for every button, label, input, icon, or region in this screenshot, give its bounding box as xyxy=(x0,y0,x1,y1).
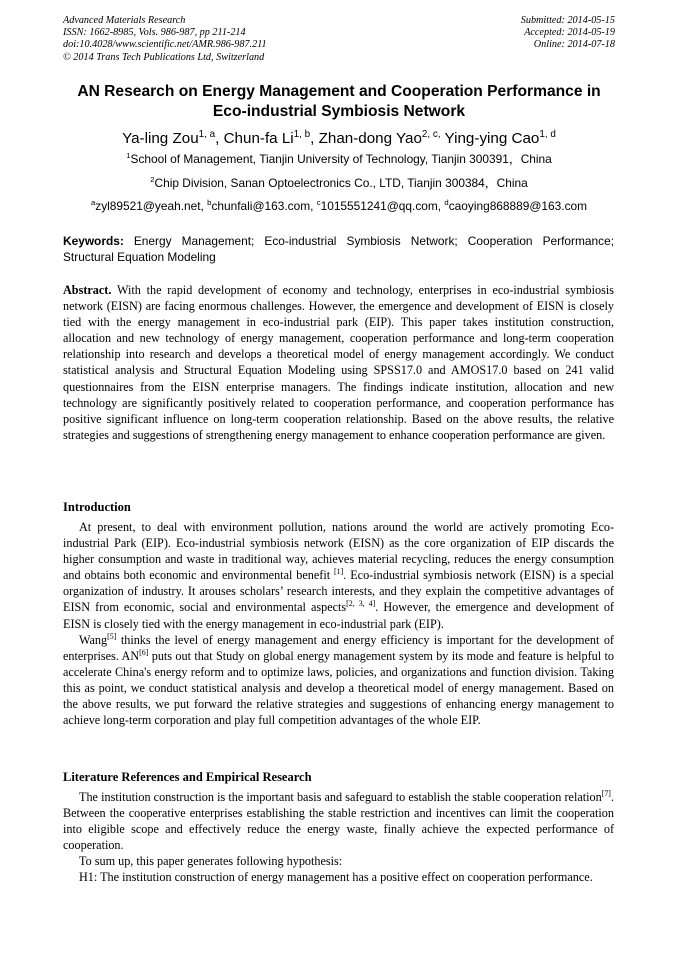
affiliation-sup: 2 xyxy=(150,175,155,185)
citation[interactable]: [6] xyxy=(139,647,149,657)
issn-line: ISSN: 1662-8985, Vols. 986-987, pp 211-214 xyxy=(63,27,246,39)
paragraph xyxy=(63,519,614,632)
keywords-text: Energy Management; Eco-industrial Symbiosis Network; Cooperation Performance; Structural Equation Modeling xyxy=(63,234,614,265)
text-run: thinks the level of energy management and energy efficiency is important for the development of enterprises. AN xyxy=(63,632,614,663)
email-sup: b xyxy=(207,198,212,208)
introduction-body xyxy=(63,519,614,728)
keywords xyxy=(63,233,614,265)
text-run: . Between the cooperative enterprises establishing the stable restriction and incentives can limit the cooperation into eligible scope and effectively reduce the energy waste, finally achieve the expected performance of cooperation. xyxy=(63,790,614,853)
affiliation-text: School of Management, Tianjin University of Technology, Tianjin 300391，China xyxy=(130,152,552,166)
paper-title xyxy=(40,82,638,122)
author-sup: 1, a xyxy=(198,128,216,140)
submitted-date: Submitted: 2014-05-15 xyxy=(520,15,615,26)
citation[interactable]: [1] xyxy=(334,567,344,577)
doi-line: doi:10.4028/www.scientific.net/AMR.986-987.211 xyxy=(63,39,267,51)
dates-info xyxy=(521,15,615,52)
paragraph xyxy=(63,632,614,729)
keywords-label: Keywords: xyxy=(63,234,124,248)
email-list xyxy=(20,199,658,213)
affiliation-1 xyxy=(20,152,658,166)
section-heading-introduction: Introduction xyxy=(63,500,131,514)
text-run: puts out that Study on global energy management system by its mode and feature is helpful to accelerate China's energy reform and to optimize laws, policies, and organizations and function division. Taking this as point, we conduct statistical analysis and develop a theoretical model of energy management. Based on the above results, we put forward the relative strategies and suggestions of enhancing energy management to achieve long-term corporation and play full competition advantages of the whole EIP. xyxy=(63,648,614,728)
affiliation-2 xyxy=(20,176,658,190)
author-name: Ya-ling Zou xyxy=(122,130,199,147)
section-heading-literature: Literature References and Empirical Research xyxy=(63,770,312,784)
citation[interactable]: [2, 3, 4] xyxy=(346,599,376,609)
literature-body xyxy=(63,789,614,886)
email-link[interactable]: chunfali@163.com, xyxy=(211,199,317,213)
author-sep: , xyxy=(215,130,224,147)
citation[interactable]: [5] xyxy=(107,631,117,641)
affiliation-sup: 1 xyxy=(126,151,131,161)
abstract-label: Abstract. xyxy=(63,283,112,297)
hypothesis-h1: H1: The institution construction of energy management has a positive effect on cooperation performance. xyxy=(79,870,593,885)
paragraph: To sum up, this paper generates following hypothesis: xyxy=(79,854,343,869)
journal-name: Advanced Materials Research xyxy=(63,15,186,26)
author-sep: , xyxy=(310,130,319,147)
author-name: Chun-fa Li xyxy=(223,130,294,147)
text-run: . Eco-industrial symbiosis network (EISN) is a special organization of industry. It arouses scholars’ research interests, and they explain the competitive advantages of EISN from economic, social and environmental aspects xyxy=(63,568,614,615)
online-date: Online: 2014-07-18 xyxy=(533,39,615,51)
title-line-1: AN Research on Energy Management and Cooperation Performance in xyxy=(77,83,601,100)
email-link[interactable]: caoying868889@163.com xyxy=(448,199,588,213)
copyright-line: © 2014 Trans Tech Publications Ltd, Switzerland xyxy=(63,51,265,63)
title-line-2: Eco-industrial Symbiosis Network xyxy=(212,103,466,120)
abstract-text: With the rapid development of economy and technology, enterprises in eco-industrial symbiosis network (EISN) are facing enormous challenges. However, the emergence and development of EISN is closely tied with the energy management in eco-industrial park (EIP). This paper takes institution construction, allocation and new technology of energy management, cooperation performance and long-term cooperation relationship into research and develops a theoretical model of energy management accordingly. We conduct statistical analysis and Structural Equation Modeling using SPSS17.0 and AMOS17.0 based on 241 valid questionnaires from the EISN enterprise managers. The findings indicate institution, allocation and new technology are significantly positively related to cooperation performance, and cooperation performance has positive significant influence on long-term cooperation relationship. Based on the above results, the relative strategies and suggestions of strengthening energy management to enhance cooperation performance are given. xyxy=(63,283,614,442)
email-link[interactable]: zyl89521@yeah.net, xyxy=(95,199,208,213)
abstract xyxy=(63,282,614,443)
text-run: Wang xyxy=(79,632,108,647)
journal-info xyxy=(63,15,267,64)
text-run: At present, to deal with environment pollution, nations around the world are actively promoting Eco-industrial Park (EIP). Eco-industrial symbiosis network (EISN) as the core organization of EIP discards the higher consumption and waste in traditional way, achieves material recycling, reduces the energy consumption and obtains both economic and environmental benefit xyxy=(63,520,614,583)
affiliation-text: Chip Division, Sanan Optoelectronics Co., LTD, Tianjin 300384，China xyxy=(154,176,528,190)
email-sup: c xyxy=(316,198,321,208)
citation[interactable]: [7] xyxy=(601,788,611,798)
email-sup: a xyxy=(90,198,96,208)
author-name: Ying-ying Cao xyxy=(444,130,540,147)
text-run: The institution construction is the important basis and safeguard to establish the stable cooperation relation xyxy=(79,790,602,804)
author-sup: 2, c, xyxy=(421,128,441,140)
author-sup: 1, d xyxy=(539,128,556,140)
accepted-date: Accepted: 2014-05-19 xyxy=(524,27,615,39)
email-link[interactable]: 1015551241@qq.com, xyxy=(320,199,445,213)
author-name: Zhan-dong Yao xyxy=(318,130,422,147)
paragraph xyxy=(63,789,614,853)
author-sup: 1, b xyxy=(293,128,311,140)
author-list xyxy=(20,130,658,148)
email-sup: d xyxy=(444,198,449,208)
text-run: . However, the emergence and development of EISN is closely tied with the energy management in eco-industrial park (EIP). xyxy=(63,600,614,631)
